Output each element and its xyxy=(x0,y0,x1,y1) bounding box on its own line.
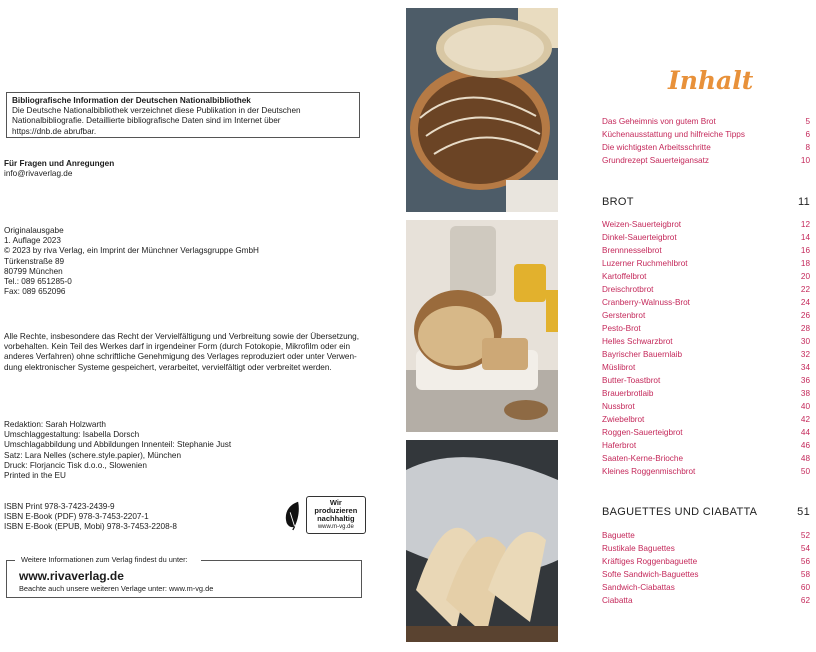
toc-entry-label: Brennnesselbrot xyxy=(602,246,662,255)
credits-line: Umschlaggestaltung: Isabella Dorsch xyxy=(4,430,140,440)
credits-line: Umschlagabbildung und Abbildungen Innenteil: Stephanie Just xyxy=(4,440,232,450)
toc-brot-list xyxy=(602,218,810,478)
isbn-line: ISBN Print 978-3-7423-2439-9 xyxy=(4,502,115,511)
publisher-url[interactable]: www.rivaverlag.de xyxy=(19,569,124,583)
edition-line: Tel.: 089 651285-0 xyxy=(4,277,72,287)
imprint-page xyxy=(0,0,392,652)
badge-line2: nachhaltig xyxy=(317,514,355,523)
edition-line: Fax: 089 652096 xyxy=(4,287,66,297)
toc-entry-label: Pesto-Brot xyxy=(602,324,641,333)
toc-entry-label: Die wichtigsten Arbeitsschritte xyxy=(602,143,711,152)
toc-entry-label: Sandwich-Ciabattas xyxy=(602,583,675,592)
toc-entry-page: 34 xyxy=(800,363,810,372)
seeded-bread-photo xyxy=(406,220,558,432)
toc-entry-page: 12 xyxy=(800,220,810,229)
sourdough-loaf-photo xyxy=(406,8,558,212)
toc-entry-label: Dreischrotbrot xyxy=(602,285,654,294)
toc-entry[interactable] xyxy=(602,400,810,413)
isbn-line: ISBN E-Book (PDF) 978-3-7453-2207-1 xyxy=(4,512,149,522)
toc-entry-page: 8 xyxy=(805,143,810,152)
toc-entry-label: Saaten-Kerne-Brioche xyxy=(602,454,684,463)
biblio-line: https://dnb.de abrufbar. xyxy=(12,126,97,136)
toc-entry-page: 16 xyxy=(800,246,810,255)
rights-block xyxy=(4,332,359,373)
edition-line: Türkenstraße 89 xyxy=(4,256,65,266)
toc-entry-page: 36 xyxy=(800,376,810,385)
toc-entry-page: 30 xyxy=(800,337,810,346)
toc-entry[interactable] xyxy=(602,581,810,594)
toc-intro-list xyxy=(602,115,810,167)
section-label: BROT xyxy=(602,196,634,208)
toc-entry-label: Das Geheimnis von gutem Brot xyxy=(602,117,716,126)
section-page: 51 xyxy=(797,506,810,518)
toc-entry-page: 40 xyxy=(800,402,810,411)
toc-entry-label: Müslibrot xyxy=(602,363,636,372)
toc-entry-page: 26 xyxy=(800,311,810,320)
toc-entry-label: Helles Schwarzbrot xyxy=(602,337,673,346)
toc-entry-page: 46 xyxy=(800,441,810,450)
rights-line: Alle Rechte, insbesondere das Recht der Vervielfältigung und Verbreitung sowie der Übersetzung, xyxy=(4,332,360,341)
toc-entry[interactable] xyxy=(602,439,810,452)
toc-entry-page: 24 xyxy=(800,298,810,307)
toc-entry[interactable] xyxy=(602,426,810,439)
isbn-line: ISBN E-Book (EPUB, Mobi) 978-3-7453-2208-8 xyxy=(4,522,177,532)
toc-entry-page: 62 xyxy=(800,596,810,605)
badge-line3: www.m-vg.de xyxy=(317,524,354,530)
toc-entry[interactable] xyxy=(602,309,810,322)
toc-entry-page: 54 xyxy=(800,544,810,553)
toc-entry-page: 32 xyxy=(800,350,810,359)
toc-entry-page: 42 xyxy=(800,415,810,424)
info-legend: Weitere Informationen zum Verlag findest du unter: xyxy=(21,555,188,564)
toc-entry[interactable] xyxy=(602,141,810,154)
rights-line: dung elektronischer Systeme gespeichert, verarbeitet, vervielfältigt oder verbreitet werden. xyxy=(4,362,332,372)
toc-entry[interactable] xyxy=(602,594,810,607)
credits-line: Satz: Lara Nelles (schere.style.papier), München xyxy=(4,450,182,460)
toc-entry-label: Roggen-Sauerteigbrot xyxy=(602,428,683,437)
toc-entry[interactable] xyxy=(602,154,810,167)
biblio-line: Nationalbibliografie. Detaillierte bibliografische Daten sind im Internet über xyxy=(12,116,281,126)
contents-page xyxy=(392,0,816,652)
toc-section-baguettes[interactable] xyxy=(602,506,810,518)
questions-block xyxy=(4,159,114,179)
info-footer: Beachte auch unsere weiteren Verlage unter: www.m-vg.de xyxy=(19,584,214,593)
isbn-block xyxy=(4,502,177,533)
toc-entry-label: Bayrischer Bauernlaib xyxy=(602,350,683,359)
toc-entry[interactable] xyxy=(602,335,810,348)
badge-line1: Wir produzieren xyxy=(314,498,358,515)
section-page: 11 xyxy=(797,196,810,208)
edition-block xyxy=(4,226,259,297)
toc-entry-label: Weizen-Sauerteigbrot xyxy=(602,220,682,229)
toc-entry[interactable] xyxy=(602,555,810,568)
toc-entry[interactable] xyxy=(602,296,810,309)
toc-entry-label: Haferbrot xyxy=(602,441,637,450)
edition-line: Originalausgabe xyxy=(4,226,64,235)
toc-entry-label: Baguette xyxy=(602,531,635,540)
toc-entry-page: 56 xyxy=(800,557,810,566)
toc-entry-page: 6 xyxy=(805,130,810,139)
toc-entry[interactable] xyxy=(602,465,810,478)
edition-line: 80799 München xyxy=(4,266,63,276)
toc-entry-page: 20 xyxy=(800,272,810,281)
toc-entry-label: Ciabatta xyxy=(602,596,633,605)
toc-section-brot[interactable] xyxy=(602,196,810,208)
toc-entry-label: Rustikale Baguettes xyxy=(602,544,675,553)
toc-entry-label: Kleines Roggenmischbrot xyxy=(602,467,696,476)
biblio-line: Die Deutsche Nationalbibliothek verzeichnet diese Publikation in der Deutschen xyxy=(12,106,301,116)
toc-entry-label: Brauerbrotlaib xyxy=(602,389,654,398)
toc-entry-page: 52 xyxy=(800,531,810,540)
section-label: BAGUETTES UND CIABATTA xyxy=(602,506,758,518)
toc-entry-label: Zwiebelbrot xyxy=(602,415,645,424)
toc-entry[interactable] xyxy=(602,348,810,361)
toc-title: Inhalt xyxy=(668,66,754,95)
toc-entry[interactable] xyxy=(602,413,810,426)
toc-entry[interactable] xyxy=(602,387,810,400)
toc-entry-page: 38 xyxy=(800,389,810,398)
toc-baguettes-list xyxy=(602,529,810,607)
toc-entry[interactable] xyxy=(602,283,810,296)
credits-line: Printed in the EU xyxy=(4,471,66,481)
toc-entry-page: 48 xyxy=(800,454,810,463)
bibliographic-info-box xyxy=(6,92,360,138)
biblio-title: Bibliografische Information der Deutschen Nationalbibliothek xyxy=(12,96,251,105)
toc-entry-page: 58 xyxy=(800,570,810,579)
toc-entry-page: 44 xyxy=(800,428,810,437)
credits-block xyxy=(4,420,231,481)
credits-line: Redaktion: Sarah Holzwarth xyxy=(4,420,106,429)
toc-entry-label: Nussbrot xyxy=(602,402,635,411)
toc-entry-page: 10 xyxy=(800,156,810,165)
toc-entry-label: Softe Sandwich-Baguettes xyxy=(602,570,699,579)
toc-entry-page: 50 xyxy=(800,467,810,476)
toc-entry-page: 5 xyxy=(805,117,810,126)
toc-entry-label: Grundrezept Sauerteigansatz xyxy=(602,156,709,165)
toc-entry[interactable] xyxy=(602,529,810,542)
toc-entry[interactable] xyxy=(602,128,810,141)
baguettes-photo xyxy=(406,440,558,642)
sustainability-badge xyxy=(284,497,366,533)
toc-entry-label: Kartoffelbrot xyxy=(602,272,647,281)
toc-entry[interactable] xyxy=(602,361,810,374)
toc-entry-page: 60 xyxy=(800,583,810,592)
edition-line: © 2023 by riva Verlag, ein Imprint der Münchner Verlagsgruppe GmbH xyxy=(4,246,259,256)
toc-entry-page: 28 xyxy=(800,324,810,333)
rights-line: anderes Verfahren) ohne schriftliche Genehmigung des Verlages reproduziert oder unter Verwen- xyxy=(4,352,357,362)
badge-text xyxy=(306,496,366,534)
toc-entry-label: Dinkel-Sauerteigbrot xyxy=(602,233,677,242)
toc-entry-label: Butter-Toastbrot xyxy=(602,376,661,385)
edition-line: 1. Auflage 2023 xyxy=(4,236,61,246)
toc-entry-label: Luzerner Ruchmehlbrot xyxy=(602,259,688,268)
toc-entry-page: 18 xyxy=(800,259,810,268)
toc-entry-label: Cranberry-Walnuss-Brot xyxy=(602,298,690,307)
toc-entry-label: Gerstenbrot xyxy=(602,311,646,320)
credits-line: Druck: Florjancic Tisk d.o.o., Slowenien xyxy=(4,460,147,470)
toc-entry-page: 14 xyxy=(800,233,810,242)
toc-entry[interactable] xyxy=(602,322,810,335)
toc-entry[interactable] xyxy=(602,374,810,387)
toc-entry[interactable] xyxy=(602,542,810,555)
toc-entry[interactable] xyxy=(602,452,810,465)
leaf-icon xyxy=(284,498,302,532)
toc-entry[interactable] xyxy=(602,231,810,244)
toc-entry-label: Kräftiges Roggenbaguette xyxy=(602,557,698,566)
toc-entry-label: Küchenausstattung und hilfreiche Tipps xyxy=(602,130,745,139)
questions-title: Für Fragen und Anregungen xyxy=(4,159,115,168)
rights-line: vorbehalten. Kein Teil des Werkes darf in irgendeiner Form (durch Fotokopie, Mikrofilm oder ein xyxy=(4,342,351,352)
toc-entry[interactable] xyxy=(602,115,810,128)
questions-email[interactable]: info@rivaverlag.de xyxy=(4,169,73,179)
toc-entry[interactable] xyxy=(602,257,810,270)
toc-entry-page: 22 xyxy=(800,285,810,294)
publisher-info-box xyxy=(6,555,362,598)
toc-entry[interactable] xyxy=(602,218,810,231)
toc-entry[interactable] xyxy=(602,270,810,283)
toc-entry[interactable] xyxy=(602,568,810,581)
toc-entry[interactable] xyxy=(602,244,810,257)
